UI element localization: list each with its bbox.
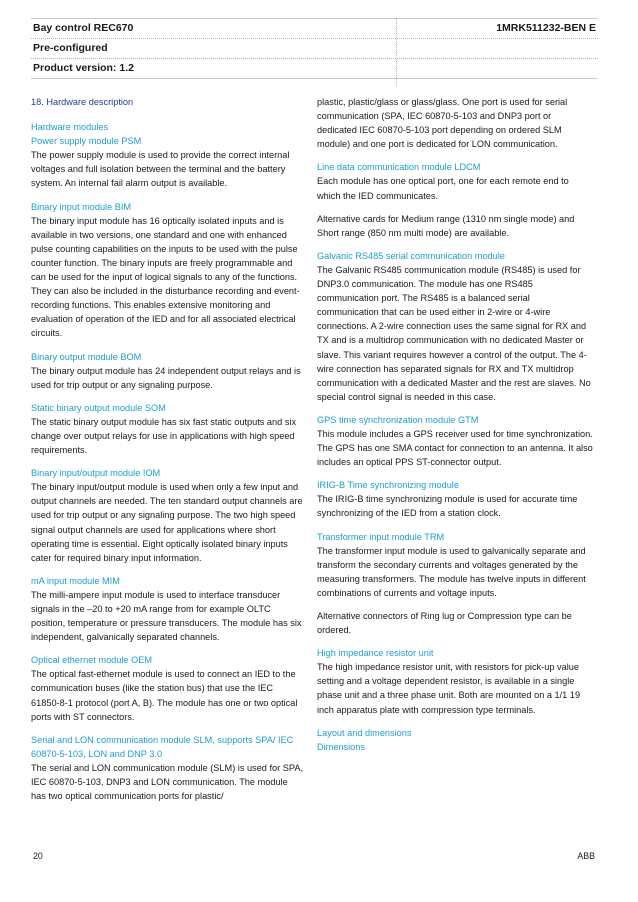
text-psm: The power supply module is used to provide the correct internal voltages and full isolation between the terminal and the battery system. An internal fail alarm output is available. <box>31 150 290 189</box>
heading-rs485: Galvanic RS485 serial communication module <box>317 250 505 261</box>
header-row-version <box>31 59 598 79</box>
heading-oem: Optical ethernet module OEM <box>31 655 153 666</box>
header-row-subtitle <box>31 39 598 59</box>
left-column <box>31 95 304 803</box>
heading-psm: Power supply module PSM <box>31 136 142 147</box>
product-version: Product version: 1.2 <box>33 62 134 74</box>
heading-iom: Binary input/output module IOM <box>31 468 161 479</box>
heading-bom: Binary output module BOM <box>31 351 142 362</box>
document-title: Bay control REC670 <box>33 22 134 34</box>
heading-irigb: IRIG-B Time synchronizing module <box>317 480 459 491</box>
text-trm-1: The transformer input module is used to galvanically separate and transform the secondary currents and voltages generated by the measuring transformers. The module has twelve inputs in different combinations of currents and voltage inputs. <box>317 545 586 598</box>
text-irigb: The IRIG-B time synchronizing module is used for accurate time synchronizing of the IED from a station clock. <box>317 494 578 519</box>
heading-dimensions: Dimensions <box>317 741 365 752</box>
text-gtm: This module includes a GPS receiver used for time synchronization. The GPS has one SMA contact for connection to an antenna. It also includes an optical PPS ST-connector output. <box>317 428 593 468</box>
text-high-impedance-resistor: The high impedance resistor unit, with resistors for pick-up value setting and a voltage dependent resistor, is available in a single phase unit and a three phase unit. Both are mounted on a 1/1 19 inch apparatus plate with compression type terminals. <box>317 662 581 715</box>
text-ldcm-1: Each module has one optical port, one for each remote end to which the IED communicates. <box>317 176 569 201</box>
text-ldcm-2: Alternative cards for Medium range (1310 nm single mode) and Short range (850 nm multi mode) are available. <box>317 213 575 238</box>
header-divider <box>396 18 397 86</box>
text-mim: The milli-ampere input module is used to interface transducer signals in the –20 to +20 mA range from for example OLTC position, temperature or pressure transducers. The module has six independent, galvanically separated channels. <box>31 589 302 643</box>
heading-ldcm: Line data communication module LDCM <box>317 162 481 173</box>
chapter-heading: 18. Hardware description <box>31 97 134 107</box>
heading-layout-dimensions: Layout and dimensions <box>317 727 412 738</box>
text-slm: The serial and LON communication module (SLM) is used for SPA, IEC 60870-5-103, DNP3 and LON communication. The module has two optical communication ports for plastic/ <box>31 762 303 802</box>
text-trm-2: Alternative connectors of Ring lug or Compression type can be ordered. <box>317 611 572 636</box>
text-oem: The optical fast-ethernet module is used to connect an IED to the communication buses (like the station bus) that use the IEC 61850-8-1 protocol (port A, B). The module has one or two optical ports with ST connectors. <box>31 669 298 722</box>
heading-slm: Serial and LON communication module SLM, supports SPA/ IEC 60870-5-103, LON and DNP 3.0 <box>31 734 294 759</box>
header-row-title <box>31 18 598 39</box>
text-slm-continued: plastic, plastic/glass or glass/glass. One port is used for serial communication (SPA, IEC 60870-5-103 and DNP3 port or dedicated IEC 60870-5-103 port depending on ordered SLM module) and one port is dedicated for LON communication. <box>317 97 568 150</box>
section-heading-hardware-modules: Hardware modules <box>31 122 109 133</box>
document-subtitle: Pre-configured <box>33 42 108 54</box>
heading-bim: Binary input module BIM <box>31 201 132 212</box>
page-header <box>31 18 598 79</box>
right-column <box>317 95 593 754</box>
heading-high-impedance-resistor: High impedance resistor unit <box>317 648 434 659</box>
page-number: 20 <box>33 851 43 861</box>
text-bim: The binary input module has 16 optically isolated inputs and is available in two versions, one standard and one with enhanced pulse counting capabilities on the inputs to be used with the pulse counter function. The binary inputs are freely programmable and can be used for the input of logical signals to any of the functions. They can also be included in the disturbance recording and event-recording functions. This enables extensive monitoring and evaluation of operation of the IED and for all associated electrical circuits. <box>31 215 300 339</box>
text-bom: The binary output module has 24 independent output relays and is used for trip output or any signaling purpose. <box>31 365 301 390</box>
heading-gtm: GPS time synchronization module GTM <box>317 414 479 425</box>
heading-som: Static binary output module SOM <box>31 402 166 413</box>
heading-trm: Transformer input module TRM <box>317 531 445 542</box>
text-som: The static binary output module has six fast static outputs and six change over output relays for use in applications with high speed requirements. <box>31 416 297 456</box>
text-rs485: The Galvanic RS485 communication module (RS485) is used for DNP3.0 communication. The module has one RS485 communication port. The RS485 is a balanced serial communication that can be used either in 2-wire or 4-wire connections. A 2-wire connection uses the same signal for RX and TX and is a multidrop communication with no dedicated Master or slave. This variant requires however a control of the output. The 4-wire connection has separated signals for RX and TX multidrop communication with a dedicated Master and the rest are slaves. No special control signal is needed in this case. <box>317 264 591 402</box>
heading-mim: mA input module MIM <box>31 575 120 586</box>
document-id: 1MRK511232-BEN E <box>496 22 596 34</box>
brand-name: ABB <box>577 851 595 861</box>
text-iom: The binary input/output module is used when only a few input and output channels are needed. The ten standard output channels are used for trip output or any signaling purpose. The two high speed signal output channels are used for applications where short operating time is essential. Eight optically isolated binary inputs cater for required binary input information. <box>31 482 303 563</box>
